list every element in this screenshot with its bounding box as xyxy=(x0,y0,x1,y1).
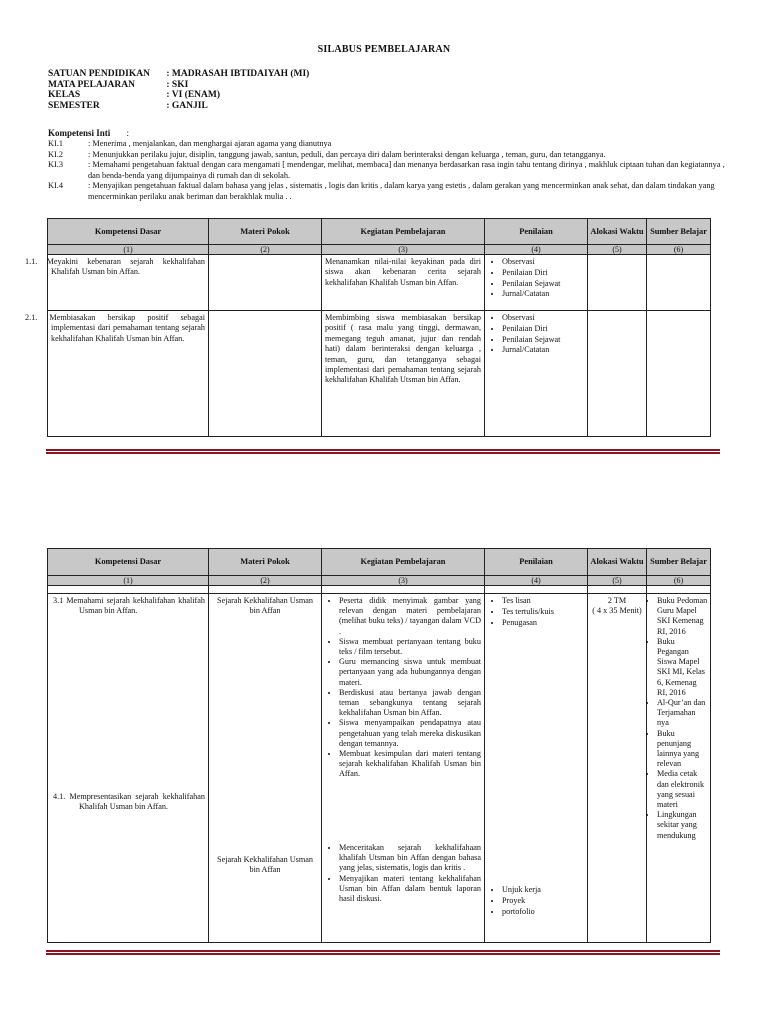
materi-item: Sejarah Kekhalifahan Usman bin Affan xyxy=(217,596,313,616)
materi-item: Sejarah Kekhalifahan Usman bin Affan xyxy=(217,855,313,875)
penilaian-cell xyxy=(485,594,588,943)
meta-label: MATA PELAJARAN xyxy=(48,79,135,90)
kd-cell: 2.1. Membiasakan bersikap positif sebagai implementasi dari pemahaman tentang sejarah kekhalifahan Khalifah Usman bin Affan. xyxy=(48,311,209,437)
table-row xyxy=(48,311,711,437)
col-number: (3) xyxy=(322,576,485,586)
kegiatan-item: • Berdiskusi atau bertanya jawab dengan teman sebangkunya tentang sejarah kekhalifahan Usman bin Affan. xyxy=(339,688,481,719)
ki-item xyxy=(48,139,728,150)
penilaian-list-2 xyxy=(488,885,584,917)
kd-4-1: 4.1. Mempresentasikan sejarah kekhalifahan Khalifah Usman bin Affan. xyxy=(53,792,205,812)
meta-label: SEMESTER xyxy=(48,100,100,111)
ki-text: : Menyajikan pengetahuan faktual dalam bahasa yang jelas , sistematis , logis dan kritis , dalam karya yang estetis , dalam gerakan yang mencerminkan anak sehat, dan dalam tindakan yang mencerminkan perilaku anak beriman dan berakhlak mulia . . xyxy=(88,181,715,201)
meta-label: SATUAN PENDIDIKAN xyxy=(48,69,150,79)
meta-value: : GANJIL xyxy=(166,100,208,111)
meta-value: : SKI xyxy=(166,79,189,90)
penilaian-item: • Jurnal/Catatan xyxy=(502,289,584,300)
column-number-row xyxy=(48,576,711,586)
penilaian-cell xyxy=(485,255,588,311)
header-penilaian: Penilaian xyxy=(485,219,588,245)
kegiatan-cell: Membimbing siswa membiasakan bersikap positif ( rasa malu yang tinggi, dermawan, memegang teguh amanat, jujur dan rendah hati) dalam berinteraksi dengan keluarga , teman, guru, dan tetangganya sebagai implementasi dari pemahaman tentang sejarah kekhalifahan Khalifah Utsman bin Affan. xyxy=(322,311,485,437)
penilaian-item: • Penilaian Sejawat xyxy=(502,279,584,290)
meta-row-semester xyxy=(48,101,309,112)
kd-cell xyxy=(48,594,209,943)
col-number: (5) xyxy=(588,576,647,586)
kegiatan-item: • Menyajikan materi tentang kekhalifahan Usman bin Affan dalam bentuk laporan hasil diskusi. xyxy=(339,874,481,905)
col-number: (2) xyxy=(209,576,322,586)
kompetensi-inti-heading xyxy=(48,128,129,138)
kegiatan-cell xyxy=(322,594,485,943)
col-number: (6) xyxy=(647,576,711,586)
table-header-row xyxy=(48,219,711,245)
kompetensi-inti-list xyxy=(48,139,728,203)
penilaian-item: • Observasi xyxy=(502,313,584,324)
col-number: (1) xyxy=(48,576,209,586)
header-kompetensi-dasar: Kompetensi Dasar xyxy=(48,219,209,245)
col-number: (4) xyxy=(485,576,588,586)
header-sumber: Sumber Belajar xyxy=(647,549,711,576)
document-title: SILABUS PEMBELAJARAN xyxy=(317,44,451,55)
penilaian-item: • Observasi xyxy=(502,257,584,268)
header-materi-pokok: Materi Pokok xyxy=(209,219,322,245)
penilaian-item: • Unjuk kerja xyxy=(502,885,584,896)
ki-text: : Menunjukkan perilaku jujur, disiplin, tanggung jawab, santun, peduli, dan percaya diri dalam berinteraksi dengan keluarga , teman, guru, dan tetangganya. xyxy=(88,149,606,159)
ki-code: KI.3 xyxy=(48,160,63,170)
meta-value: : MADRASAH IBTIDAIYAH (MI) xyxy=(166,69,310,79)
header-materi-pokok: Materi Pokok xyxy=(209,549,322,576)
ki-text: : Menerima , menjalankan, dan menghargai ajaran agama yang dianutnya xyxy=(88,139,332,148)
kegiatan-item: • Peserta didik menyimak gambar yang relevan dengan materi pembelajaran (melihat buku teks) / tayangan dalam VCD . xyxy=(339,596,481,637)
col-number: (6) xyxy=(647,245,711,255)
alokasi-cell xyxy=(588,311,647,437)
header-penilaian: Penilaian xyxy=(485,549,588,576)
col-number: (3) xyxy=(322,245,485,255)
sumber-item: • Buku Pedoman Guru Mapel SKI Kemenag RI, 2016 xyxy=(657,596,708,637)
ki-heading-text: Kompetensi Inti xyxy=(48,128,111,138)
materi-cell xyxy=(209,255,322,311)
identity-block xyxy=(48,69,309,111)
penilaian-item: • Penilaian Diri xyxy=(502,324,584,335)
ki-code: KI.4 xyxy=(48,181,63,191)
kegiatan-list-1 xyxy=(325,596,481,780)
header-alokasi: Alokasi Waktu xyxy=(588,549,647,576)
sumber-item: • Lingkungan sekitar yang mendukung xyxy=(657,810,708,841)
col-number: (5) xyxy=(588,245,647,255)
meta-label: KELAS xyxy=(48,90,81,100)
page-separator-1 xyxy=(46,449,720,455)
sumber-cell xyxy=(647,594,711,943)
meta-value: : VI (ENAM) xyxy=(166,90,221,100)
kegiatan-item: • Siswa menyampaikan pendapatnya atau pengetahuan yang telah mereka diskusikan dengan temannya. xyxy=(339,718,481,749)
meta-row-kelas xyxy=(48,90,309,101)
ki-item xyxy=(48,150,728,161)
materi-cell xyxy=(209,594,322,943)
penilaian-list-1 xyxy=(488,596,584,628)
penilaian-item: • Tes lisan xyxy=(502,596,584,607)
col-number: (2) xyxy=(209,245,322,255)
penilaian-item: • Penugasan xyxy=(502,618,584,629)
penilaian-item: • Penilaian Diri xyxy=(502,268,584,279)
materi-cell xyxy=(209,311,322,437)
kegiatan-cell: Menanamkan nilai-nilai keyakinan pada diri siswa akan kebenaran cerita sejarah kekhalifahan Khalifah Usman bin Affan. xyxy=(322,255,485,311)
penilaian-item: • Tes tertulis/kuis xyxy=(502,607,584,618)
header-kegiatan: Kegiatan Pembelajaran xyxy=(322,219,485,245)
alokasi-cell: 2 TM ( 4 x 35 Menit) xyxy=(588,594,647,943)
col-number: (4) xyxy=(485,245,588,255)
kegiatan-item: • Siswa membuat pertanyaan tentang buku teks / film tersebut. xyxy=(339,637,481,657)
page-separator-2 xyxy=(46,950,720,956)
header-alokasi: Alokasi Waktu xyxy=(588,219,647,245)
sumber-cell xyxy=(647,311,711,437)
ki-code: KI.1 xyxy=(48,139,63,148)
kegiatan-item: • Membuat kesimpulan dari materi tentang sejarah kekhalifahan Khalifah Usman bin Affan. xyxy=(339,749,481,780)
penilaian-item: • Penilaian Sejawat xyxy=(502,335,584,346)
kegiatan-list-2 xyxy=(325,843,481,904)
sumber-item: • Buku penunjang lainnya yang relevan xyxy=(657,729,708,770)
sumber-cell xyxy=(647,255,711,311)
col-number: (1) xyxy=(48,245,209,255)
sumber-item: • Buku Pegangan Siswa Mapel SKI MI, Kelas 6, Kemenag RI, 2016 xyxy=(657,637,708,698)
penilaian-cell xyxy=(485,311,588,437)
ki-heading-colon: : xyxy=(126,128,130,138)
meta-row-satuan xyxy=(48,69,309,80)
penilaian-item: • portofolio xyxy=(502,907,584,918)
header-kegiatan: Kegiatan Pembelajaran xyxy=(322,549,485,576)
penilaian-item: • Jurnal/Catatan xyxy=(502,345,584,356)
header-sumber: Sumber Belajar xyxy=(647,219,711,245)
penilaian-item: • Proyek xyxy=(502,896,584,907)
table-header-row xyxy=(48,549,711,576)
alokasi-cell xyxy=(588,255,647,311)
sumber-item: • Al-Qur’an dan Terjamahan nya xyxy=(657,698,708,729)
header-kompetensi-dasar: Kompetensi Dasar xyxy=(48,549,209,576)
ki-text: : Memahami pengetahuan faktual dengan cara mengamati [ mendengar, melihat, membaca] dan menanya berdasarkan rasa ingin tahu tentang dirinya , makhluk ciptaan tuhan dan kegiatannya , dan benda-benda yang dijumpainya di rumah dan di sekolah. xyxy=(88,160,725,180)
ki-item xyxy=(48,181,728,202)
syllabus-table-2 xyxy=(47,548,711,943)
column-number-row xyxy=(48,245,711,255)
meta-row-mapel xyxy=(48,80,309,91)
kegiatan-item: • Guru memancing siswa untuk membuat pertanyaan yang ada hubungannya dengan materi. xyxy=(339,657,481,688)
sumber-list xyxy=(648,596,708,841)
table-row xyxy=(48,594,711,943)
ki-item xyxy=(48,160,728,181)
table-row xyxy=(48,255,711,311)
kd-3-1: 3.1 Memahami sejarah kekhalifahan khalifah Usman bin Affan. xyxy=(53,596,205,616)
kegiatan-item: • Menceritakan sejarah kekhalifahaan khalifah Utsman bin Affan dengan bahasa yang jelas, sistematis, logis dan kritis . xyxy=(339,843,481,874)
syllabus-table-1 xyxy=(25,218,711,437)
spacer-row xyxy=(48,586,711,594)
sumber-item: • Media cetak dan elektronik yang sesuai materi xyxy=(657,769,708,810)
ki-code: KI.2 xyxy=(48,149,63,159)
kd-cell: 1.1. Meyakini kebenaran sejarah kekhalifahan Khalifah Usman bin Affan. xyxy=(48,255,209,311)
